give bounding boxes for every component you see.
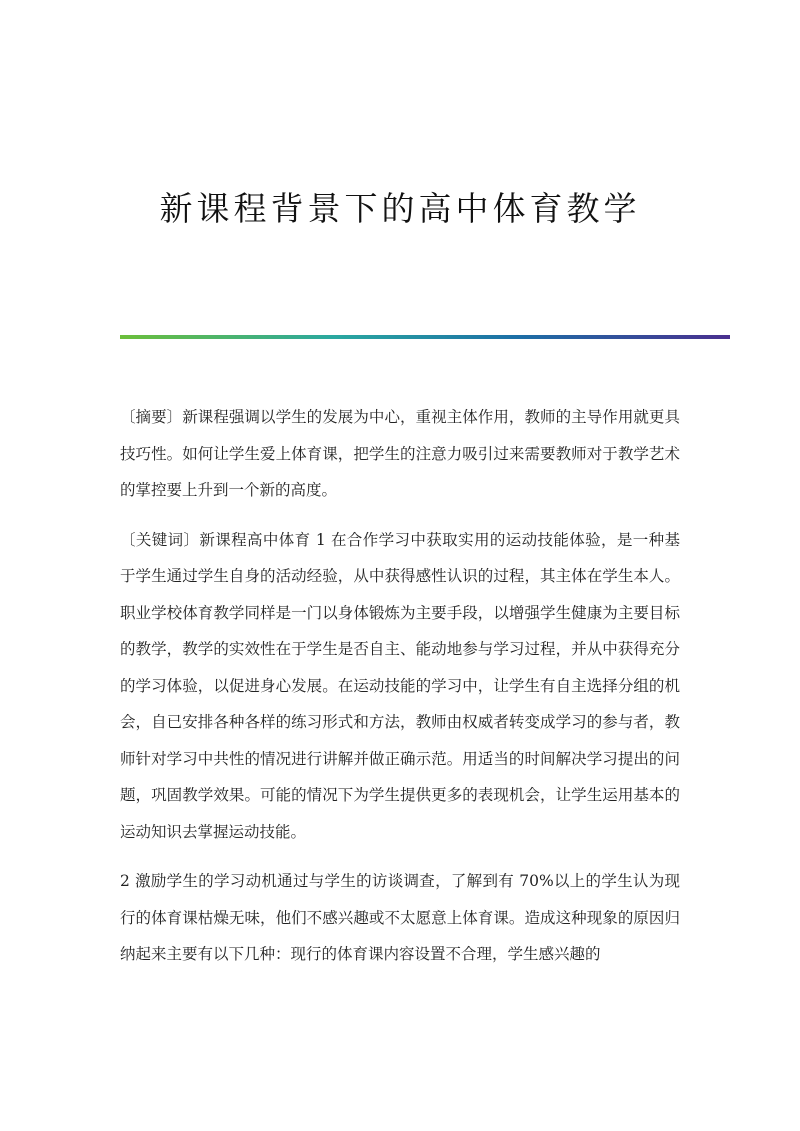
abstract-paragraph: 〔摘要〕新课程强调以学生的发展为中心，重视主体作用，教师的主导作用就更具技巧性。如何让学生爱上体育课，把学生的注意力吸引过来需要教师对于教学艺术的掌控要上升到一个新的高度。 bbox=[120, 408, 680, 499]
title-divider bbox=[120, 335, 730, 339]
document-title: 新课程背景下的高中体育教学 bbox=[159, 189, 641, 228]
keywords-paragraph: 〔关键词〕新课程高中体育 1 在合作学习中获取实用的运动技能体验，是一种基于学生通过学生自身的活动经验，从中获得感性认识的过程，其主体在学生本人。职业学校体育教学同样是一门以身体锻炼为主要手段，以增强学生健康为主要目标的教学，教学的实效性在于学生是否自主、能动地参与学习过程，并从中获得充分的学习体验，以促进身心发展。在运动技能的学习中，让学生有自主选择分组的机会，自已安排各种各样的练习形式和方法，教师由权威者转变成学习的参与者，教师针对学习中共性的情况进行讲解并做正确示范。用适当的时间解决学习提出的问题，巩固教学效果。可能的情况下为学生提供更多的表现机会，让学生运用基本的运动知识去掌握运动技能。 bbox=[120, 530, 680, 841]
section-2-paragraph: 2 激励学生的学习动机通过与学生的访谈调查，了解到有 70%以上的学生认为现行的体育课枯燥无味，他们不感兴趣或不太愿意上体育课。造成这种现象的原因归纳起来主要有以下几种：现行的体育课内容设置不合理，学生感兴趣的 bbox=[120, 872, 680, 963]
document-body bbox=[120, 399, 680, 986]
